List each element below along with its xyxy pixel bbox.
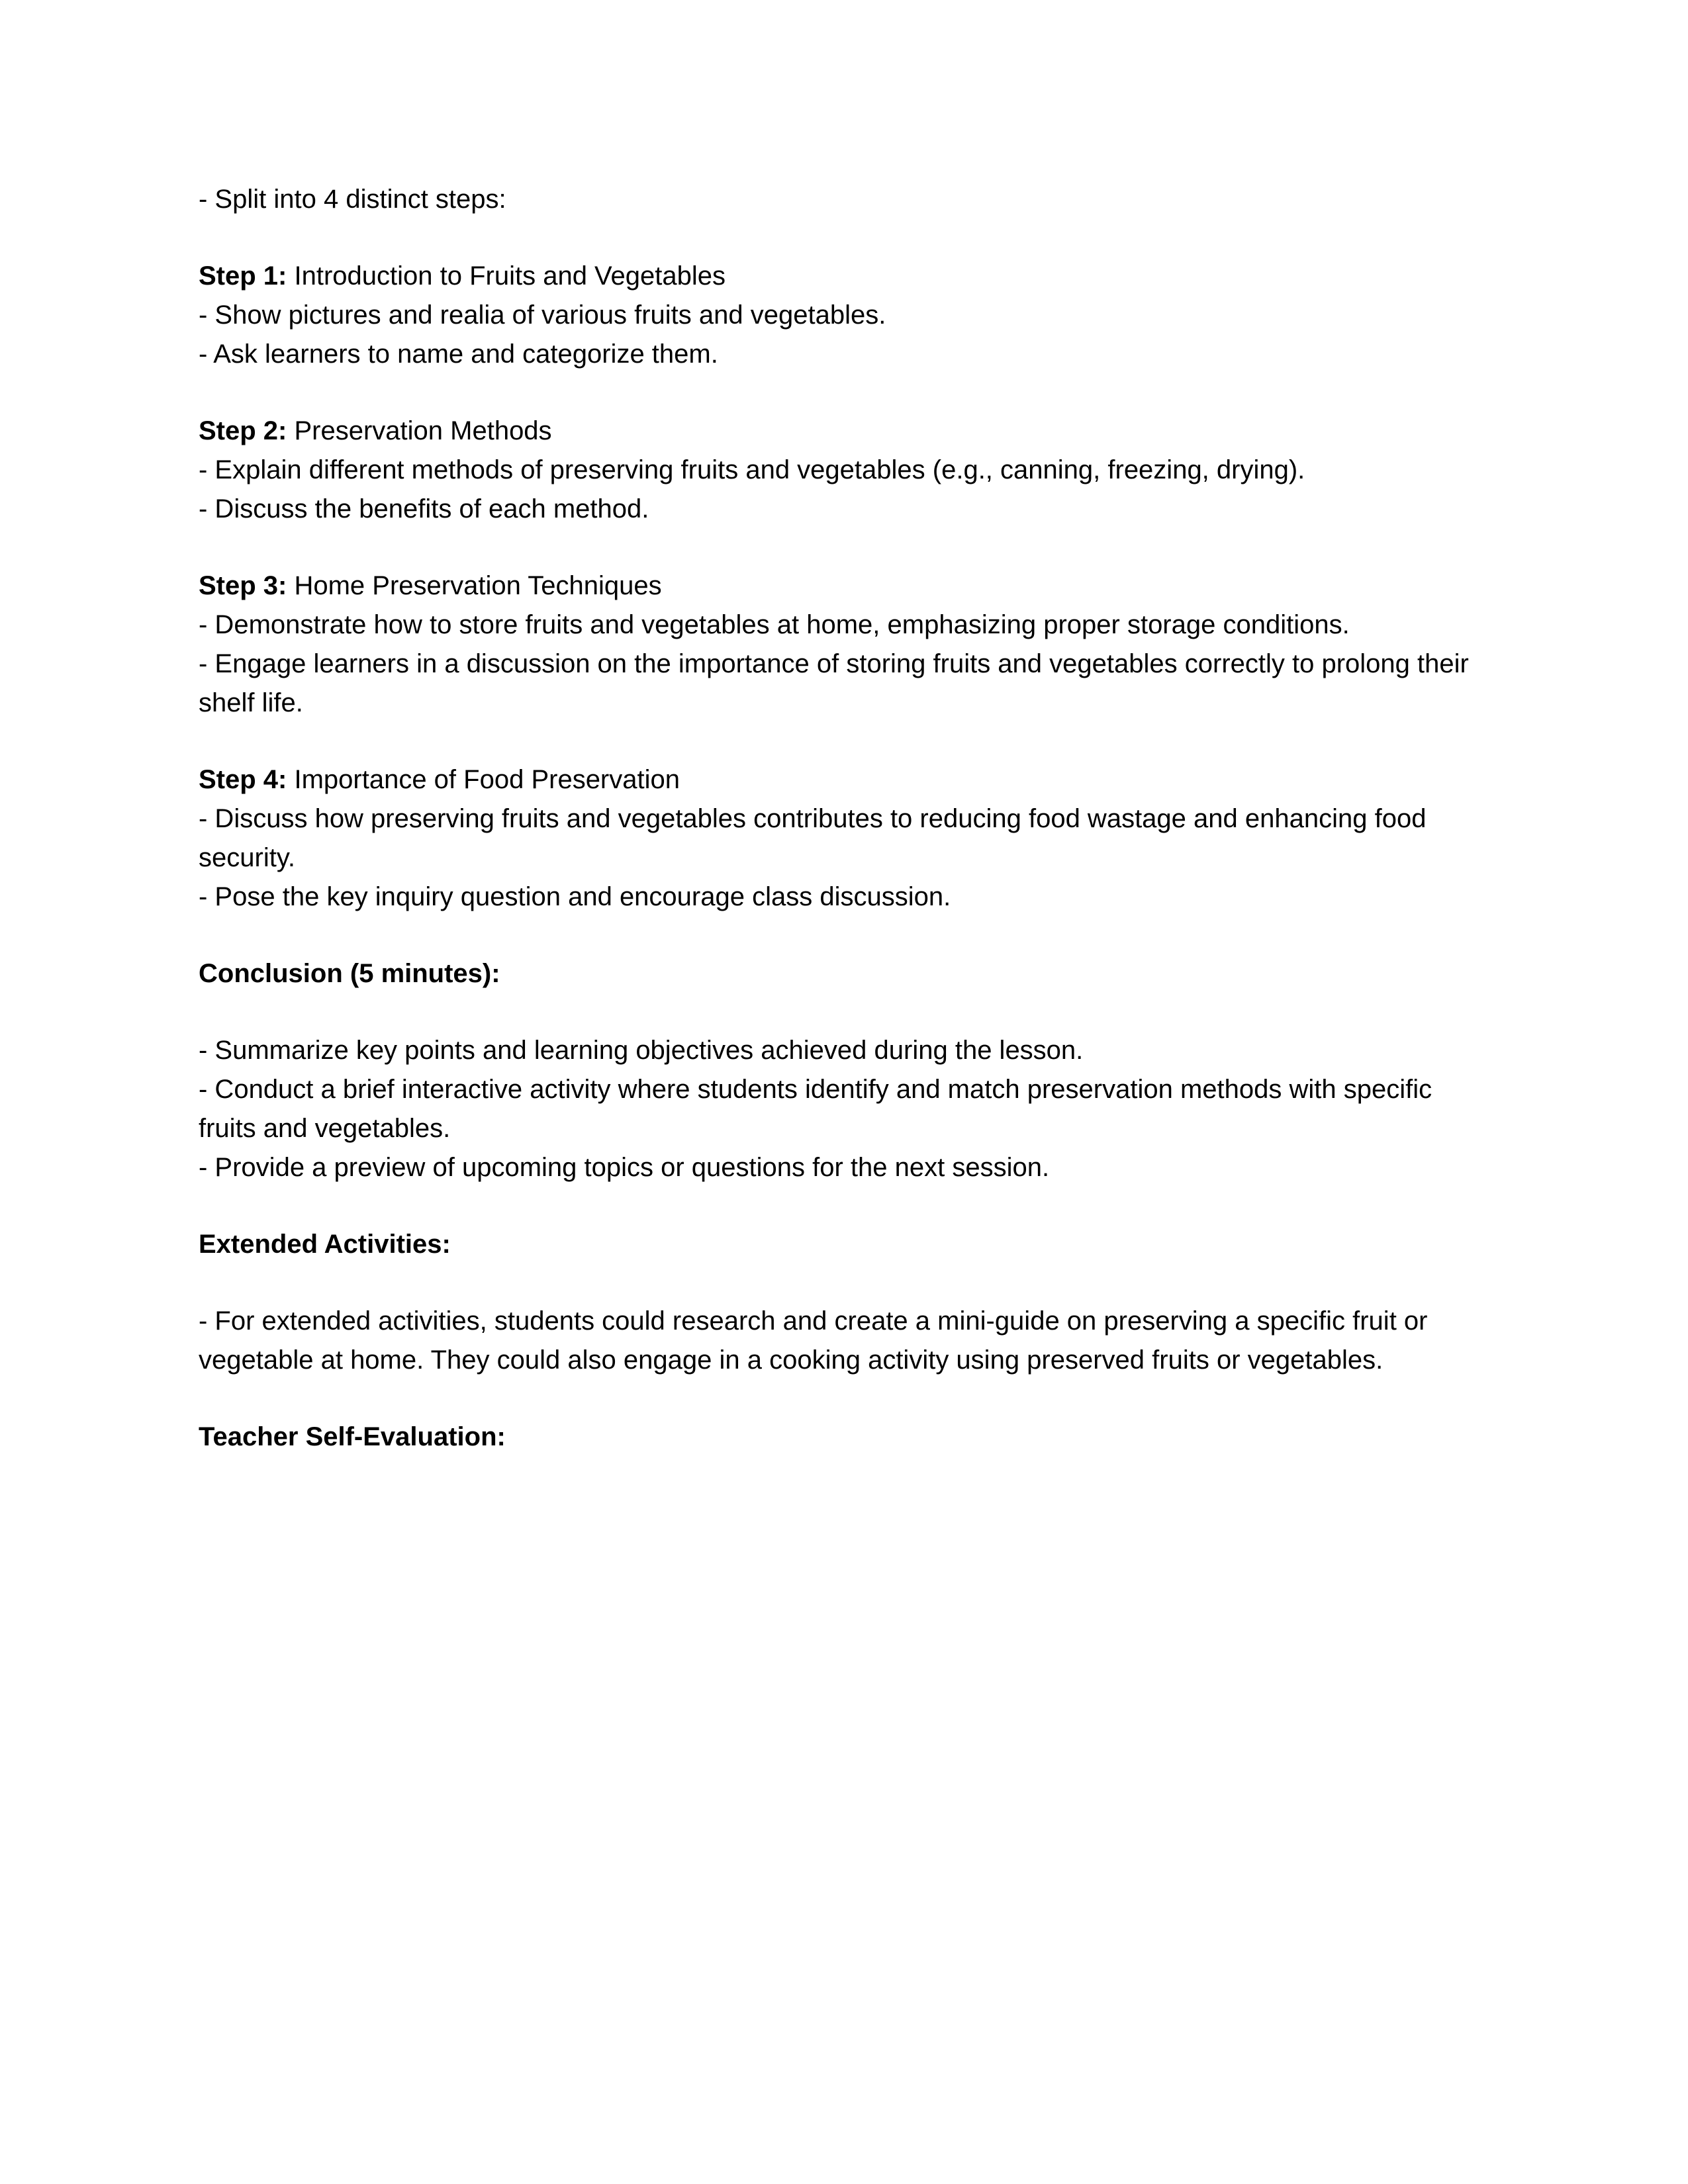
line-text: - Discuss how preserving fruits and vegetables contributes to reducing food wastage and enhancing food security. — [199, 804, 1427, 872]
paragraph-block — [199, 567, 1483, 723]
text-line — [199, 1031, 1483, 1070]
line-text: - Engage learners in a discussion on the importance of storing fruits and vegetables correctly to prolong their shelf life. — [199, 649, 1469, 717]
section-heading: Extended Activities: — [199, 1230, 451, 1259]
line-text: - Pose the key inquiry question and encourage class discussion. — [199, 882, 951, 911]
line-text: - Ask learners to name and categorize them. — [199, 340, 718, 369]
text-line — [199, 451, 1483, 490]
text-line — [199, 257, 1483, 296]
line-text: - Provide a preview of upcoming topics or questions for the next session. — [199, 1153, 1050, 1182]
paragraph-block — [199, 760, 1483, 917]
step-label: Step 3: — [199, 571, 287, 600]
text-line — [199, 1070, 1483, 1148]
line-text: Introduction to Fruits and Vegetables — [287, 261, 726, 291]
line-text: Home Preservation Techniques — [287, 571, 662, 600]
text-line — [199, 878, 1483, 917]
step-label: Step 4: — [199, 765, 287, 794]
paragraph-block — [199, 257, 1483, 374]
section-heading: Teacher Self-Evaluation: — [199, 1422, 506, 1451]
step-label: Step 1: — [199, 261, 287, 291]
line-text: - Conduct a brief interactive activity where students identify and match preservation methods with specific fruits and vegetables. — [199, 1075, 1432, 1143]
paragraph-block — [199, 412, 1483, 529]
text-line — [199, 760, 1483, 799]
document-body — [199, 180, 1483, 1494]
line-text: - Show pictures and realia of various fruits and vegetables. — [199, 300, 886, 330]
line-text: Importance of Food Preservation — [287, 765, 680, 794]
line-text: - Explain different methods of preserving fruits and vegetables (e.g., canning, freezing, drying). — [199, 455, 1305, 484]
text-line — [199, 490, 1483, 529]
line-text: - Discuss the benefits of each method. — [199, 494, 649, 523]
paragraph-block — [199, 1031, 1483, 1187]
paragraph-block — [199, 1302, 1483, 1380]
text-line — [199, 645, 1483, 723]
line-text: - Demonstrate how to store fruits and vegetables at home, emphasizing proper storage conditions. — [199, 610, 1350, 639]
text-line — [199, 335, 1483, 374]
text-line — [199, 296, 1483, 335]
text-line — [199, 1302, 1483, 1380]
step-label: Step 2: — [199, 416, 287, 445]
line-text: - Summarize key points and learning objectives achieved during the lesson. — [199, 1036, 1084, 1065]
text-line — [199, 412, 1483, 451]
text-line — [199, 1148, 1483, 1187]
text-line — [199, 567, 1483, 606]
text-line — [199, 180, 1483, 219]
line-text: Preservation Methods — [287, 416, 552, 445]
line-text: - For extended activities, students could research and create a mini-guide on preserving a specific fruit or vegetable at home. They could also engage in a cooking activity using preserved fruits or vegetables. — [199, 1306, 1428, 1375]
line-text: - Split into 4 distinct steps: — [199, 185, 506, 214]
text-line — [199, 799, 1483, 878]
paragraph-block — [199, 180, 1483, 219]
text-line — [199, 606, 1483, 645]
section-heading: Conclusion (5 minutes): — [199, 959, 500, 988]
